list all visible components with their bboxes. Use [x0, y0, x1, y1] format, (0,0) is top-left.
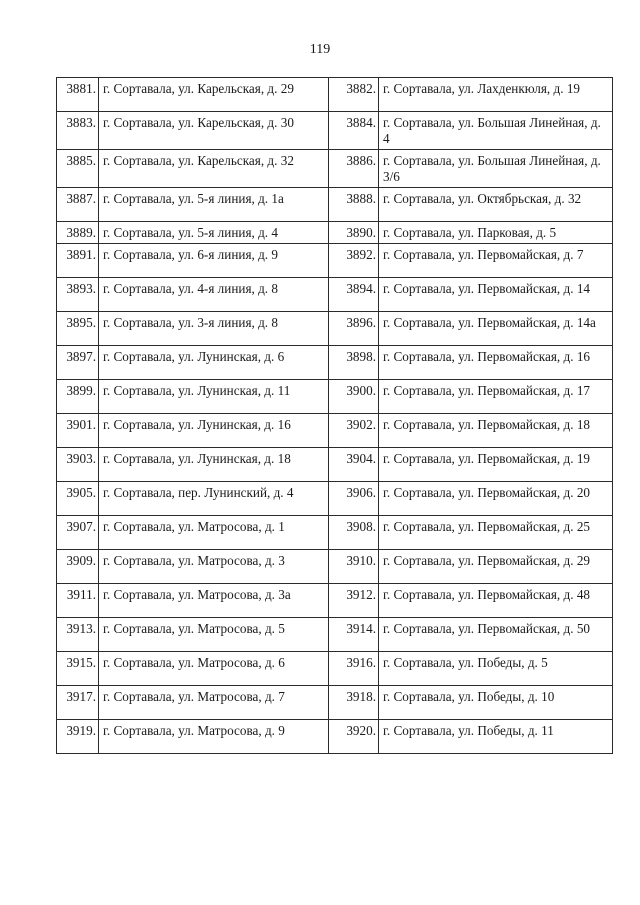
entry-number-left: 3915. — [57, 652, 99, 686]
entry-number-right: 3918. — [329, 686, 379, 720]
entry-number-left: 3895. — [57, 312, 99, 346]
table-row — [57, 278, 613, 312]
address-right: г. Сортавала, ул. Первомайская, д. 19 — [379, 448, 613, 482]
address-right: г. Сортавала, ул. Первомайская, д. 14 — [379, 278, 613, 312]
address-right: г. Сортавала, ул. Октябрьская, д. 32 — [379, 188, 613, 222]
address-left: г. Сортавала, ул. 3-я линия, д. 8 — [99, 312, 329, 346]
entry-number-right: 3884. — [329, 112, 379, 150]
address-left: г. Сортавала, ул. Карельская, д. 29 — [99, 78, 329, 112]
address-left: г. Сортавала, ул. 6-я линия, д. 9 — [99, 244, 329, 278]
address-right: г. Сортавала, ул. Первомайская, д. 7 — [379, 244, 613, 278]
entry-number-right: 3904. — [329, 448, 379, 482]
entry-number-right: 3894. — [329, 278, 379, 312]
entry-number-left: 3889. — [57, 222, 99, 244]
table-row — [57, 112, 613, 150]
address-left: г. Сортавала, ул. Лунинская, д. 11 — [99, 380, 329, 414]
entry-number-right: 3902. — [329, 414, 379, 448]
address-right: г. Сортавала, ул. Первомайская, д. 25 — [379, 516, 613, 550]
entry-number-right: 3906. — [329, 482, 379, 516]
entry-number-left: 3881. — [57, 78, 99, 112]
table-row — [57, 346, 613, 380]
entry-number-left: 3903. — [57, 448, 99, 482]
address-left: г. Сортавала, ул. Карельская, д. 30 — [99, 112, 329, 150]
table-body — [57, 78, 613, 754]
address-right: г. Сортавала, ул. Первомайская, д. 50 — [379, 618, 613, 652]
address-left: г. Сортавала, ул. Лунинская, д. 18 — [99, 448, 329, 482]
address-right: г. Сортавала, ул. Победы, д. 5 — [379, 652, 613, 686]
table-row — [57, 188, 613, 222]
entry-number-left: 3911. — [57, 584, 99, 618]
entry-number-left: 3919. — [57, 720, 99, 754]
entry-number-right: 3920. — [329, 720, 379, 754]
address-right: г. Сортавала, ул. Парковая, д. 5 — [379, 222, 613, 244]
address-right: г. Сортавала, ул. Первомайская, д. 20 — [379, 482, 613, 516]
entry-number-right: 3912. — [329, 584, 379, 618]
entry-number-left: 3883. — [57, 112, 99, 150]
address-left: г. Сортавала, ул. Матросова, д. 7 — [99, 686, 329, 720]
table-row — [57, 720, 613, 754]
entry-number-right: 3896. — [329, 312, 379, 346]
entry-number-right: 3882. — [329, 78, 379, 112]
table-row — [57, 550, 613, 584]
entry-number-left: 3897. — [57, 346, 99, 380]
entry-number-right: 3908. — [329, 516, 379, 550]
entry-number-left: 3893. — [57, 278, 99, 312]
address-right: г. Сортавала, ул. Первомайская, д. 14а — [379, 312, 613, 346]
address-left: г. Сортавала, ул. 5-я линия, д. 1а — [99, 188, 329, 222]
address-left: г. Сортавала, ул. Матросова, д. 3а — [99, 584, 329, 618]
address-left: г. Сортавала, ул. Матросова, д. 5 — [99, 618, 329, 652]
table-row — [57, 482, 613, 516]
table-row — [57, 414, 613, 448]
entry-number-left: 3885. — [57, 150, 99, 188]
address-left: г. Сортавала, ул. Карельская, д. 32 — [99, 150, 329, 188]
address-left: г. Сортавала, ул. Матросова, д. 1 — [99, 516, 329, 550]
entry-number-left: 3909. — [57, 550, 99, 584]
address-right: г. Сортавала, ул. Первомайская, д. 16 — [379, 346, 613, 380]
table-row — [57, 244, 613, 278]
address-right: г. Сортавала, ул. Лахденкюля, д. 19 — [379, 78, 613, 112]
address-right: г. Сортавала, ул. Первомайская, д. 48 — [379, 584, 613, 618]
table-row — [57, 448, 613, 482]
entry-number-right: 3910. — [329, 550, 379, 584]
address-left: г. Сортавала, ул. Матросова, д. 9 — [99, 720, 329, 754]
table-row — [57, 78, 613, 112]
entry-number-right: 3898. — [329, 346, 379, 380]
address-right: г. Сортавала, ул. Первомайская, д. 17 — [379, 380, 613, 414]
entry-number-left: 3891. — [57, 244, 99, 278]
entry-number-left: 3899. — [57, 380, 99, 414]
table-row — [57, 584, 613, 618]
page-number: 119 — [309, 42, 331, 57]
table-row — [57, 618, 613, 652]
address-left: г. Сортавала, ул. 5-я линия, д. 4 — [99, 222, 329, 244]
table-row — [57, 652, 613, 686]
address-left: г. Сортавала, ул. Лунинская, д. 16 — [99, 414, 329, 448]
address-right: г. Сортавала, ул. Победы, д. 10 — [379, 686, 613, 720]
address-right: г. Сортавала, ул. Большая Линейная, д. 3/6 — [379, 150, 613, 188]
address-right: г. Сортавала, ул. Победы, д. 11 — [379, 720, 613, 754]
table-row — [57, 222, 613, 244]
address-right: г. Сортавала, ул. Большая Линейная, д. 4 — [379, 112, 613, 150]
entry-number-left: 3913. — [57, 618, 99, 652]
entry-number-right: 3914. — [329, 618, 379, 652]
table-row — [57, 312, 613, 346]
entry-number-right: 3892. — [329, 244, 379, 278]
table-row — [57, 380, 613, 414]
entry-number-left: 3907. — [57, 516, 99, 550]
entry-number-right: 3888. — [329, 188, 379, 222]
table-row — [57, 686, 613, 720]
address-right: г. Сортавала, ул. Первомайская, д. 18 — [379, 414, 613, 448]
table-row — [57, 516, 613, 550]
address-registry-table — [56, 77, 613, 754]
address-left: г. Сортавала, ул. 4-я линия, д. 8 — [99, 278, 329, 312]
entry-number-right: 3916. — [329, 652, 379, 686]
table-row — [57, 150, 613, 188]
address-left: г. Сортавала, пер. Лунинский, д. 4 — [99, 482, 329, 516]
entry-number-right: 3886. — [329, 150, 379, 188]
address-left: г. Сортавала, ул. Матросова, д. 6 — [99, 652, 329, 686]
entry-number-left: 3887. — [57, 188, 99, 222]
entry-number-left: 3905. — [57, 482, 99, 516]
entry-number-left: 3917. — [57, 686, 99, 720]
address-left: г. Сортавала, ул. Лунинская, д. 6 — [99, 346, 329, 380]
entry-number-left: 3901. — [57, 414, 99, 448]
address-left: г. Сортавала, ул. Матросова, д. 3 — [99, 550, 329, 584]
entry-number-right: 3890. — [329, 222, 379, 244]
address-right: г. Сортавала, ул. Первомайская, д. 29 — [379, 550, 613, 584]
entry-number-right: 3900. — [329, 380, 379, 414]
